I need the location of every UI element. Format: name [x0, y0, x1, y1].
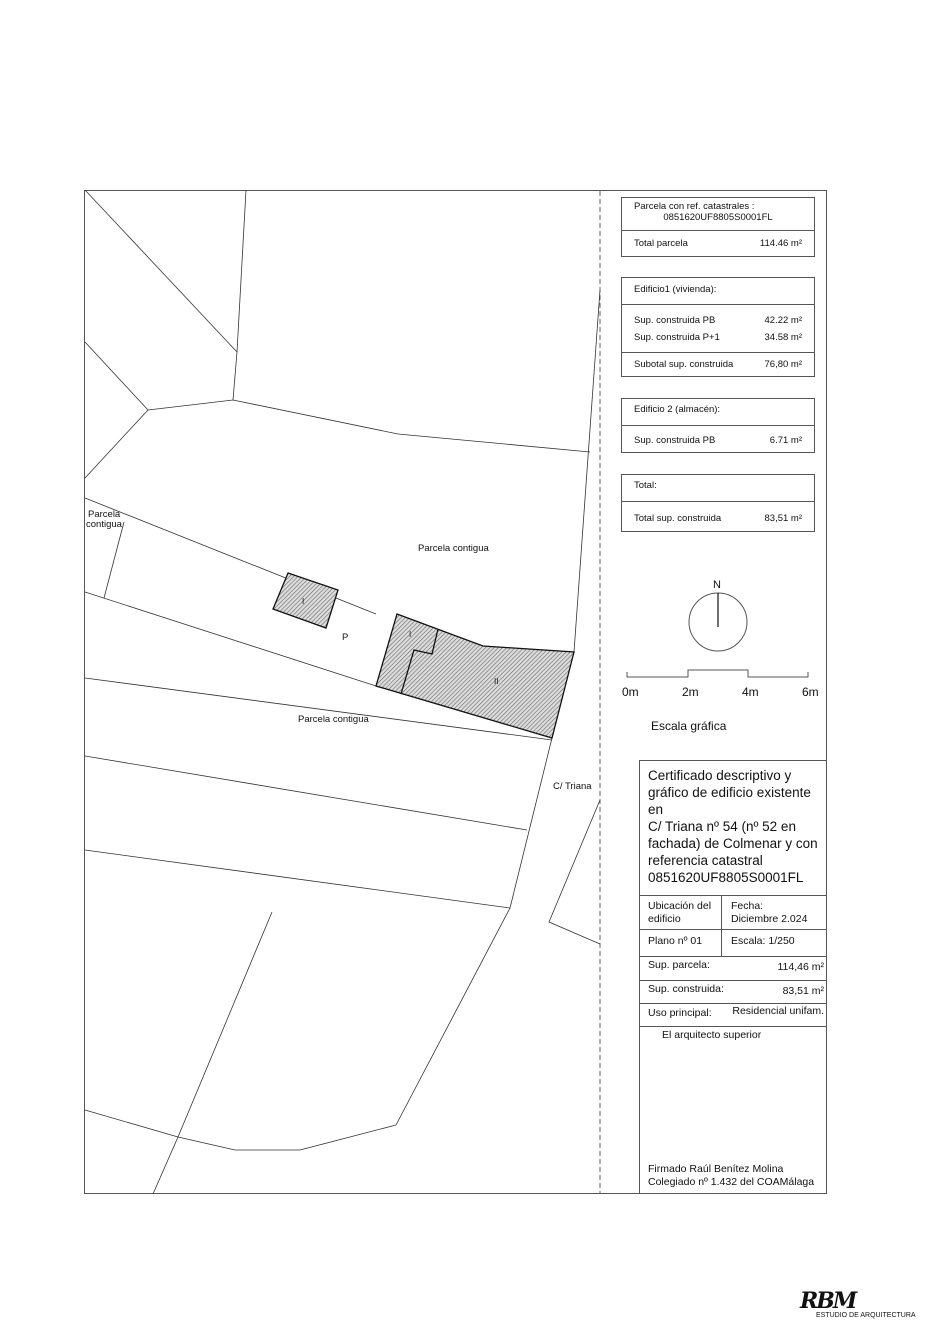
- label-patio: P: [342, 632, 349, 643]
- compass-north-label: N: [713, 579, 721, 591]
- building2-summary-box: [621, 398, 815, 453]
- building1-p1-value: 34.58 m²: [764, 332, 802, 343]
- parcel-area-value: 114,46 m²: [777, 961, 824, 973]
- scale-tick-6: 6m: [802, 685, 819, 699]
- date-field: [731, 900, 807, 926]
- scale-tick-4: 4m: [742, 685, 759, 699]
- label-parcela-contigua-bottom: Parcela contigua: [298, 714, 369, 725]
- label-parcela-left-2: contigua: [86, 519, 122, 530]
- scale-bar: [627, 670, 808, 677]
- parcel-summary-box: [621, 197, 815, 257]
- scale-value: Escala: 1/250: [731, 935, 795, 947]
- building2-pb-label: Sup. construida PB: [634, 435, 716, 446]
- parcel-title: Parcela con ref. catastrales :: [634, 201, 755, 212]
- divider: [622, 352, 814, 353]
- location-label: [648, 900, 711, 926]
- college-number: Colegiado nº 1.432 del COAMálaga: [648, 1176, 815, 1188]
- date-label: Fecha:: [731, 900, 764, 912]
- compass-and-scale: [620, 575, 830, 685]
- title-line: 0851620UF8805S0001FL: [648, 870, 804, 885]
- architect-label: El arquitecto superior: [662, 1029, 762, 1041]
- scale-label: Escala gráfica: [651, 719, 727, 733]
- building1-pb-label: Sup. construida PB: [634, 315, 716, 326]
- use-label: Uso principal:: [648, 1007, 712, 1019]
- location-line: Ubicación del: [648, 900, 712, 912]
- building1-p1-label: Sup. construida P+1: [634, 332, 720, 343]
- title-line: C/ Triana nº 54 (nº 52 en: [648, 819, 796, 834]
- scale-tick-2: 2m: [682, 685, 699, 699]
- total-parcel-value: 114.46 m²: [759, 238, 802, 249]
- built-area-label: Sup. construida:: [648, 983, 724, 995]
- plan-number: Plano nº 01: [648, 935, 703, 947]
- studio-logo: [800, 1290, 916, 1319]
- label-street: C/ Triana: [553, 781, 592, 792]
- built-area-value: 83,51 m²: [782, 985, 824, 997]
- building1-subtotal-label: Subotal sup. construida: [634, 359, 734, 370]
- building2-pb-value: 6.71 m²: [769, 435, 802, 446]
- title-line: Certificado descriptivo y: [648, 768, 792, 783]
- signed-by: Firmado Raúl Benítez Molina: [648, 1163, 784, 1175]
- building2-title: Edificio 2 (almacén):: [634, 404, 721, 415]
- total-summary-box: [621, 474, 815, 532]
- parcel-area-label: Sup. parcela:: [648, 959, 710, 971]
- title-line: gráfico de edificio existente en: [648, 785, 811, 817]
- divider: [640, 1026, 826, 1027]
- use-value: Residencial unifam.: [732, 1005, 824, 1017]
- scale-tick-0: 0m: [622, 685, 639, 699]
- building1-pb-value: 42.22 m²: [764, 315, 802, 326]
- total-parcel-label: Total parcela: [634, 238, 688, 249]
- divider: [622, 304, 814, 305]
- divider: [721, 895, 722, 956]
- label-parcela-left-1: Parcela: [88, 509, 121, 520]
- parcel-ref: 0851620UF8805S0001FL: [663, 212, 773, 223]
- title-line: fachada) de Colmenar y con: [648, 836, 818, 851]
- logo-mark: RBM: [800, 1288, 856, 1314]
- building1-title: Edificio1 (vivienda):: [634, 284, 717, 295]
- label-building-small: I: [302, 597, 305, 606]
- logo-subtitle: ESTUDIO DE ARQUITECTURA: [816, 1312, 916, 1319]
- location-line: edificio: [648, 913, 681, 925]
- divider: [622, 501, 814, 502]
- divider: [622, 230, 814, 231]
- total-title: Total:: [634, 480, 657, 491]
- building1-summary-box: [621, 277, 815, 377]
- label-building-1: I: [409, 630, 412, 639]
- divider: [622, 425, 814, 426]
- building-small: [273, 573, 338, 628]
- title-block: [639, 760, 827, 1194]
- date-value: Diciembre 2.024: [731, 913, 808, 925]
- divider: [640, 956, 826, 957]
- label-parcela-contigua-top: Parcela contigua: [418, 543, 489, 554]
- divider: [640, 929, 826, 930]
- total-built-value: 83,51 m²: [764, 513, 802, 524]
- building1-subtotal-value: 76,80 m²: [764, 359, 802, 370]
- total-built-label: Total sup. construida: [634, 513, 722, 524]
- label-building-2: II: [494, 677, 499, 686]
- divider: [640, 895, 826, 896]
- divider: [640, 1003, 826, 1004]
- divider: [640, 980, 826, 981]
- title-text: [648, 767, 828, 886]
- title-line: referencia catastral: [648, 853, 763, 868]
